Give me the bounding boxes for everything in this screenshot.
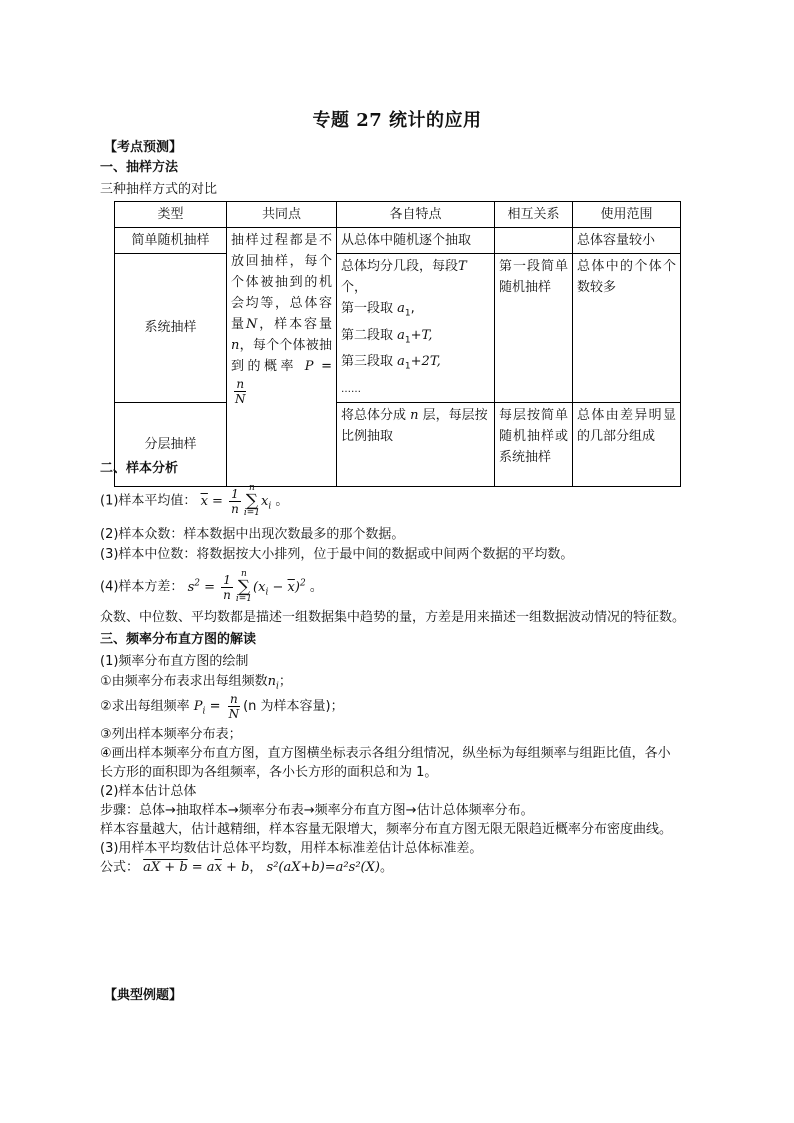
sub-i: i: [265, 587, 269, 598]
seg-a: a: [397, 354, 405, 370]
step-2: ②求出每组频率 $P_i$ = $\frac{n}{N}$ (n 为样本容量)；: [100, 692, 344, 721]
frac-numerator: 1: [231, 486, 239, 501]
scope-cell: 总体容量较小: [573, 228, 681, 254]
common-n: n: [231, 338, 240, 353]
step-4-line-1: ④画出样本频率分布直方图，直方图横坐标表示各组分组情况，纵坐标为每组频率与组距比值，各小: [100, 746, 671, 761]
sample-median-line: (3)样本中位数：将数据按大小排列，位于最中间的数据或中间两个数据的平均数。: [100, 547, 574, 562]
estimate-steps: 步骤：总体→抽取样本→频率分布表→频率分布直方图→估计总体频率分布。: [100, 803, 534, 818]
step-tail: (n 为样本容量)；: [243, 699, 344, 714]
formula-eq: = a: [187, 860, 215, 875]
scope-cell: 总体由差异明显的几部分组成: [573, 402, 681, 486]
sigma-bottom: i=1: [243, 508, 260, 518]
estimate-note: 样本容量越大，估计越精细，样本容量无限增大，频率分布直方图无限无限趋近概率分布密度曲线。: [100, 822, 673, 837]
step-tail: ；: [278, 674, 292, 689]
mean-fraction: [229, 487, 241, 516]
frac-numerator: n: [236, 377, 245, 391]
seg-sub: 1: [404, 335, 411, 346]
formula-line: [100, 859, 393, 877]
header-cell: 相互关系: [495, 202, 573, 228]
scope-cell: 总体中的个体个数较多: [573, 254, 681, 403]
type-cell: 系统抽样: [115, 254, 227, 403]
step-4-line-2: 长方形的面积即为各组频率，各小长方形的面积总和为 1。: [100, 765, 438, 780]
dianxing-heading: 【典型例题】: [104, 988, 183, 1003]
section-1-heading: 一、抽样方法: [100, 160, 179, 175]
header-cell: 共同点: [227, 202, 337, 228]
formula-sep: ，: [249, 860, 263, 875]
feature-n: n: [410, 407, 419, 423]
x-symbol: x: [260, 493, 269, 509]
feature-cell: 从总体中随机逐个抽取: [337, 228, 495, 254]
s-symbol: s: [187, 579, 195, 595]
item-tail: 。: [275, 493, 289, 509]
linear-mean-formula: [143, 860, 249, 875]
sub-i: i: [202, 706, 206, 717]
page-title: 专题 27 统计的应用: [312, 110, 482, 131]
sigma-top: n: [241, 569, 247, 579]
frac-denominator: N: [235, 392, 246, 406]
x-bar: $\overline{x}$: [214, 860, 222, 875]
n-symbol: n: [267, 674, 277, 689]
header-cell: 各自特点: [337, 202, 495, 228]
relation-cell: 每层按简单随机抽样或系统抽样: [495, 402, 573, 486]
sample-mode-line: (2)样本众数：样本数据中出现次数最多的那个数据。: [100, 527, 405, 542]
variance-formula: $s^2$ = $\frac{1}{n}$ n ∑ i=1 $(x_i - \overline{x})^2$: [187, 569, 306, 604]
sigma-icon: n ∑ i=1: [235, 569, 253, 604]
header-cell: 类型: [115, 202, 227, 228]
seg2-text: 第二段取: [341, 327, 394, 343]
histogram-draw-heading: (1)频率分布直方图的绘制: [100, 654, 249, 669]
table-row: [115, 254, 681, 403]
feature-text: 层，每层按比例抽取: [341, 407, 488, 444]
sample-variance-line: [100, 570, 323, 605]
type-cell: 简单随机抽样: [115, 228, 227, 254]
sub-i: i: [276, 681, 279, 692]
formula-lhs: aX + b: [143, 860, 188, 875]
frac-denominator: n: [231, 501, 239, 516]
feature-text: 将总体分成: [341, 407, 407, 423]
estimate-std: (3)用样本平均数估计总体平均数，用样本标准差估计总体标准差。: [100, 841, 483, 856]
sup-2: 2: [194, 578, 200, 589]
sub-i: i: [268, 501, 272, 512]
table-header-row: [115, 202, 681, 228]
common-text-c: ，每个个体被抽到的概率: [231, 338, 332, 374]
seg-a: a: [397, 301, 405, 316]
feature-cell: [337, 402, 495, 486]
sigma-icon: n ∑ i=1: [243, 483, 260, 518]
formula-label: 公式：: [100, 860, 140, 875]
item-tail: 。: [309, 579, 323, 595]
step-text: ②求出每组频率: [100, 699, 190, 714]
frac-denominator: n: [223, 587, 231, 602]
sup-2: 2: [299, 578, 306, 589]
header-cell: 使用范围: [573, 202, 681, 228]
table-row: [115, 228, 681, 254]
relation-cell: [495, 228, 573, 254]
type-cell: 分层抽样: [115, 402, 227, 486]
common-N: N: [245, 317, 258, 332]
ellipsis: ……: [341, 383, 361, 395]
feature-cell: [337, 254, 495, 403]
seg-tail: +2T,: [410, 354, 441, 370]
frac-numerator: n: [229, 692, 238, 706]
x-symbol: x: [258, 579, 266, 595]
item-label: (4)样本方差：: [100, 579, 184, 595]
formula-plus-b: + b: [221, 860, 250, 875]
mean-formula: $\overline{x}$ = $\frac{1}{n}$ n ∑ i=1 $x_i$: [200, 483, 272, 518]
common-text-b: ，样本容量: [257, 317, 332, 332]
section-1-intro: 三种抽样方式的对比: [100, 182, 218, 197]
seg-comma: ,: [410, 301, 415, 316]
variance-fraction: [221, 573, 233, 602]
seg-tail: +T,: [410, 327, 433, 343]
freq-fraction: [227, 692, 242, 721]
feature-text: 总体均分几段，每段: [341, 259, 459, 274]
item-label: (1)样本平均值：: [100, 493, 197, 509]
sampling-comparison-table: [114, 201, 681, 487]
kaodian-heading: 【考点预测】: [104, 140, 183, 155]
formula-end: 。: [379, 860, 393, 875]
table-row: [115, 402, 681, 486]
variance-scaling-formula: s²(aX+b)=a²s²(X): [266, 860, 380, 875]
P-symbol: P: [193, 699, 203, 714]
frac-denominator: N: [228, 707, 240, 721]
section-2-heading: 二、样本分析: [100, 461, 179, 476]
prob-symbol: P: [304, 359, 314, 374]
sample-mean-line: [100, 484, 288, 519]
seg1-text: 第一段取: [341, 301, 394, 316]
relation-cell: 第一段简单随机抽样: [495, 254, 573, 403]
section-3-heading: 三、频率分布直方图的解读: [100, 632, 257, 647]
x-bar: $\overline{x}$: [200, 493, 208, 509]
seg-sub: 1: [404, 361, 411, 372]
seg-sub: 1: [404, 308, 411, 319]
prob-fraction: [233, 377, 248, 406]
seg3-text: 第三段取: [341, 354, 394, 370]
sigma-top: n: [248, 483, 255, 493]
section-2-summary: 众数、中位数、平均数都是描述一组数据集中趋势的量，方差是用来描述一组数据波动情况的特征数。: [100, 610, 686, 625]
common-cell: 抽样过程都是不放回抽样，每个个体被抽到的机会均等，总体容量N，样本容量n，每个个体被抽到的概率 P = $\frac{n}{N}$: [227, 228, 337, 487]
x-bar: $\overline{x}$: [287, 579, 295, 595]
seg-a: a: [397, 327, 405, 343]
common-text-a: 抽样过程都是不放回抽样，每个个体被抽到的机会均等，总体容量: [231, 233, 332, 332]
sigma-bottom: i=1: [235, 594, 253, 604]
feature-T: T: [458, 259, 467, 274]
frac-numerator: 1: [223, 572, 231, 587]
step-text: ①由频率分布表求出每组频数: [100, 674, 268, 689]
feature-text: 个，: [341, 280, 368, 295]
step-3: ③列出样本频率分布表；: [100, 727, 242, 742]
estimate-heading: (2)样本估计总体: [100, 784, 197, 799]
